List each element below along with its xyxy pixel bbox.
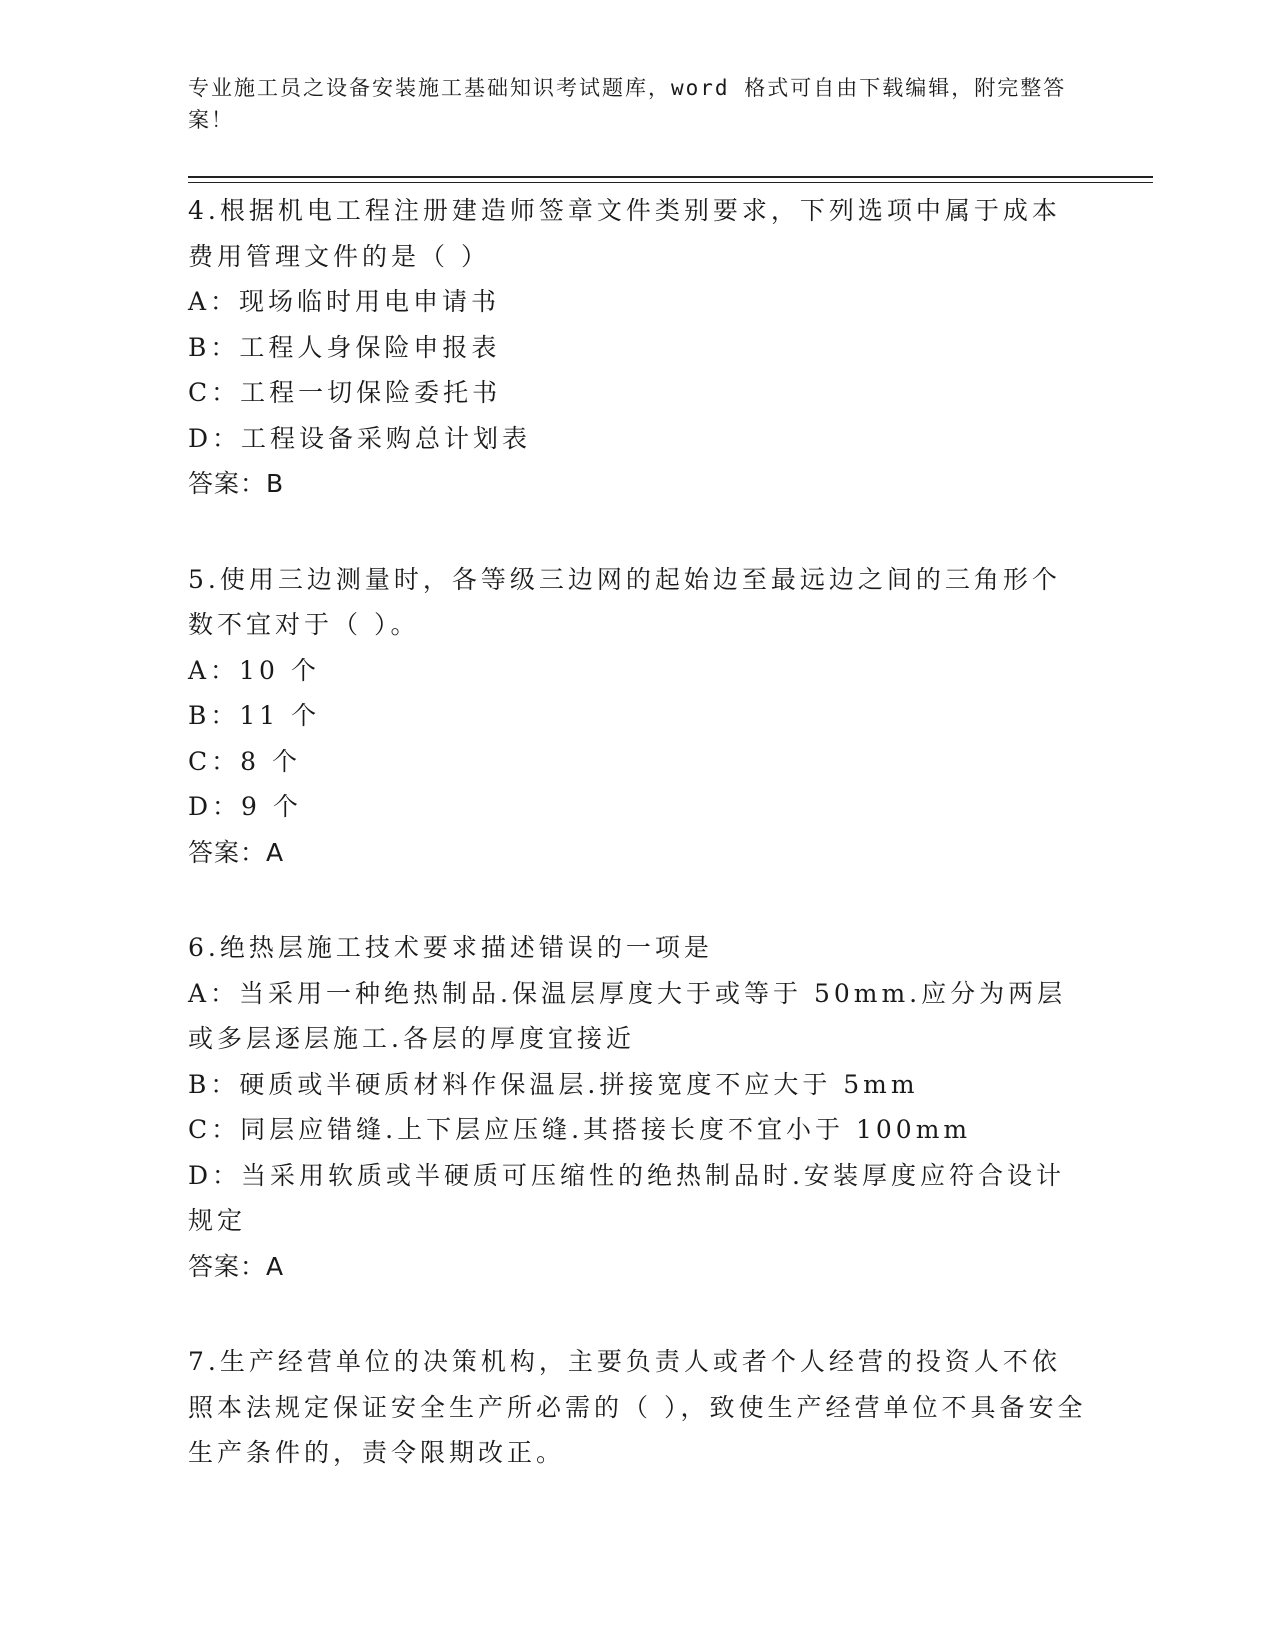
answer: 答案：A — [188, 837, 285, 867]
question-4 — [188, 188, 1088, 507]
option-a: A：当采用一种绝热制品.保温层厚度大于或等于 50mm.应分为两层或多层逐层施工.各层的厚度宜接近 — [188, 978, 1067, 1053]
question-stem: 7.生产经营单位的决策机构，主要负责人或者个人经营的投资人不依照本法规定保证安全生产所必需的（ ），致使生产经营单位不具备安全生产条件的，责令限期改正。 — [188, 1347, 1087, 1467]
answer: 答案：A — [188, 1251, 285, 1281]
option-a: A：10 个 — [188, 655, 320, 685]
header-divider-thick — [188, 176, 1153, 178]
option-c: C：8 个 — [188, 746, 301, 776]
option-b: B：11 个 — [188, 701, 321, 730]
question-stem: 5.使用三边测量时，各等级三边网的起始边至最远边之间的三角形个数不宜对于（ ）。 — [188, 564, 1061, 639]
document-header: 专业施工员之设备安装施工基础知识考试题库，word 格式可自由下载编辑，附完整答案！ — [188, 76, 1067, 132]
header-divider-thin — [188, 182, 1153, 183]
question-6 — [188, 925, 1088, 1289]
answer: 答案：B — [188, 469, 285, 498]
question-list — [188, 188, 1088, 1526]
question-5 — [188, 557, 1088, 876]
option-c: C：同层应错缝.上下层应压缝.其搭接长度不宜小于 100mm — [188, 1115, 972, 1144]
option-d: D：当采用软质或半硬质可压缩性的绝热制品时.安装厚度应符合设计规定 — [188, 1160, 1065, 1235]
option-b: B：工程人身保险申报表 — [188, 332, 501, 362]
option-a: A：现场临时用电申请书 — [188, 287, 501, 316]
question-7 — [188, 1339, 1088, 1476]
question-stem: 4.根据机电工程注册建造师签章文件类别要求，下列选项中属于成本费用管理文件的是（ ） — [188, 196, 1061, 271]
option-c: C：工程一切保险委托书 — [188, 378, 502, 407]
question-stem: 6.绝热层施工技术要求描述错误的一项是 — [188, 933, 713, 962]
option-d: D：工程设备采购总计划表 — [188, 423, 532, 453]
option-b: B：硬质或半硬质材料作保温层.拼接宽度不应大于 5mm — [188, 1069, 919, 1099]
option-d: D：9 个 — [188, 792, 302, 821]
